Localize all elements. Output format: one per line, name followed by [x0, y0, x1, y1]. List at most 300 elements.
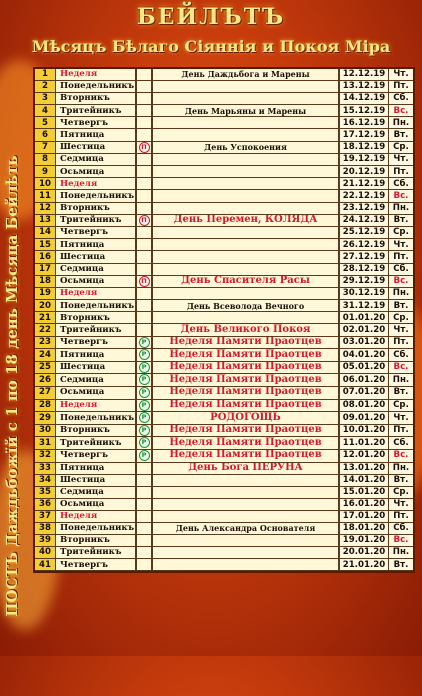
gregorian-date: 24.12.19	[339, 214, 389, 227]
weekday-abbrev: Пт.	[389, 424, 414, 437]
calendar-row	[35, 324, 413, 336]
weekday-abbrev: Ср.	[389, 399, 414, 412]
weekday-abbrev: Пт.	[389, 81, 414, 93]
weekday-abbrev: Пт.	[389, 510, 414, 522]
event-cell	[152, 559, 339, 571]
event-cell: День Великого Покоя	[152, 324, 339, 336]
gregorian-date: 16.01.20	[339, 498, 389, 510]
day-name: Неделя	[56, 69, 137, 81]
weekday-abbrev: Чт.	[389, 154, 414, 166]
gregorian-date: 11.01.20	[339, 437, 389, 450]
mark-cell	[136, 437, 152, 450]
weekday-abbrev: Чт.	[389, 69, 414, 81]
calendar-row	[35, 81, 413, 93]
weekday-abbrev: Вс.	[389, 449, 414, 462]
gregorian-date: 02.01.20	[339, 324, 389, 336]
post-badge-icon: П	[139, 142, 150, 153]
weekday-abbrev: Сб.	[389, 437, 414, 450]
day-name: Тритейникъ	[56, 437, 137, 450]
calendar-row	[35, 288, 413, 300]
day-number: 33	[35, 462, 56, 474]
remembrance-badge-icon: Р	[139, 412, 150, 423]
day-name: Неделя	[56, 178, 137, 190]
remembrance-badge-icon: Р	[139, 374, 150, 385]
calendar-body	[35, 69, 413, 571]
weekday-abbrev: Вс.	[389, 275, 414, 288]
event-cell: Неделя Памяти Праотцев	[152, 336, 339, 349]
gregorian-date: 29.12.19	[339, 275, 389, 288]
mark-cell	[136, 105, 152, 117]
event-cell: Неделя Памяти Праотцев	[152, 386, 339, 399]
weekday-abbrev: Пт.	[389, 166, 414, 178]
day-name: Вторникъ	[56, 424, 137, 437]
weekday-abbrev: Сб.	[389, 522, 414, 534]
weekday-abbrev: Пн.	[389, 117, 414, 129]
mark-cell	[136, 535, 152, 547]
page-title: БЕЙЛЪТЪ	[136, 4, 286, 30]
day-number: 38	[35, 522, 56, 534]
event-cell: Неделя Памяти Праотцев	[152, 361, 339, 374]
event-cell	[152, 117, 339, 129]
day-name: Седмица	[56, 374, 137, 387]
gregorian-date: 13.01.20	[339, 462, 389, 474]
calendar-row	[35, 105, 413, 117]
day-name: Четвергъ	[56, 559, 137, 571]
day-number: 39	[35, 535, 56, 547]
day-number: 37	[35, 510, 56, 522]
gregorian-date: 15.12.19	[339, 105, 389, 117]
event-cell: Неделя Памяти Праотцев	[152, 399, 339, 412]
gregorian-date: 14.12.19	[339, 93, 389, 105]
weekday-abbrev: Пн.	[389, 462, 414, 474]
calendar-row	[35, 449, 413, 462]
mark-cell	[136, 202, 152, 214]
day-number: 30	[35, 424, 56, 437]
day-number: 13	[35, 214, 56, 227]
day-name: Вторникъ	[56, 93, 137, 105]
day-number: 25	[35, 361, 56, 374]
mark-cell	[136, 263, 152, 275]
weekday-abbrev: Сб.	[389, 178, 414, 190]
gregorian-date: 20.01.20	[339, 547, 389, 559]
calendar-row	[35, 129, 413, 141]
event-cell: День Александра Основателя	[152, 522, 339, 534]
mark-cell	[136, 288, 152, 300]
day-name: Понедельникъ	[56, 300, 137, 312]
event-cell	[152, 510, 339, 522]
calendar-row	[35, 510, 413, 522]
day-number: 21	[35, 312, 56, 324]
remembrance-badge-icon: Р	[139, 349, 150, 360]
day-number: 10	[35, 178, 56, 190]
mark-cell	[136, 361, 152, 374]
weekday-abbrev: Вт.	[389, 474, 414, 486]
gregorian-date: 10.01.20	[339, 424, 389, 437]
gregorian-date: 12.01.20	[339, 449, 389, 462]
event-cell	[152, 239, 339, 251]
event-cell	[152, 93, 339, 105]
day-name: Неделя	[56, 510, 137, 522]
gregorian-date: 26.12.19	[339, 239, 389, 251]
gregorian-date: 28.12.19	[339, 263, 389, 275]
day-number: 7	[35, 141, 56, 154]
calendar-row	[35, 69, 413, 81]
mark-cell	[136, 93, 152, 105]
day-number: 23	[35, 336, 56, 349]
event-cell: Неделя Памяти Праотцев	[152, 449, 339, 462]
event-cell: День Перемен, КОЛЯДА	[152, 214, 339, 227]
calendar-row	[35, 374, 413, 387]
day-name: Четвергъ	[56, 449, 137, 462]
event-cell	[152, 227, 339, 239]
calendar-row	[35, 275, 413, 288]
gregorian-date: 15.01.20	[339, 486, 389, 498]
gregorian-date: 03.01.20	[339, 336, 389, 349]
event-cell	[152, 263, 339, 275]
day-number: 27	[35, 386, 56, 399]
weekday-abbrev: Чт.	[389, 498, 414, 510]
day-name: Понедельникъ	[56, 190, 137, 202]
event-cell	[152, 202, 339, 214]
gregorian-date: 12.12.19	[339, 69, 389, 81]
mark-cell	[136, 69, 152, 81]
event-cell: День Всеволода Вечного	[152, 300, 339, 312]
gregorian-date: 30.12.19	[339, 288, 389, 300]
event-cell	[152, 129, 339, 141]
weekday-abbrev: Ср.	[389, 486, 414, 498]
mark-cell	[136, 510, 152, 522]
mark-cell	[136, 522, 152, 534]
day-name: Седмица	[56, 486, 137, 498]
remembrance-badge-icon: Р	[139, 437, 150, 448]
gregorian-date: 27.12.19	[339, 251, 389, 263]
gregorian-date: 20.12.19	[339, 166, 389, 178]
day-number: 20	[35, 300, 56, 312]
day-number: 36	[35, 498, 56, 510]
event-cell	[152, 288, 339, 300]
gregorian-date: 13.12.19	[339, 81, 389, 93]
gregorian-date: 16.12.19	[339, 117, 389, 129]
event-cell	[152, 178, 339, 190]
day-number: 2	[35, 81, 56, 93]
calendar-row	[35, 474, 413, 486]
day-number: 8	[35, 154, 56, 166]
mark-cell	[136, 227, 152, 239]
mark-cell	[136, 251, 152, 263]
mark-cell	[136, 141, 152, 154]
remembrance-badge-icon: Р	[139, 400, 150, 411]
remembrance-badge-icon: Р	[139, 387, 150, 398]
mark-cell	[136, 129, 152, 141]
day-name: Четвергъ	[56, 227, 137, 239]
mark-cell	[136, 559, 152, 571]
mark-cell	[136, 117, 152, 129]
calendar-row	[35, 93, 413, 105]
day-name: Пятница	[56, 129, 137, 141]
calendar-row	[35, 412, 413, 425]
calendar-row	[35, 178, 413, 190]
post-badge-icon: П	[139, 215, 150, 226]
weekday-abbrev: Пн.	[389, 547, 414, 559]
weekday-abbrev: Вс.	[389, 361, 414, 374]
calendar-row	[35, 336, 413, 349]
calendar-row	[35, 227, 413, 239]
weekday-abbrev: Сб.	[389, 263, 414, 275]
weekday-abbrev: Вс.	[389, 190, 414, 202]
mark-cell	[136, 424, 152, 437]
day-number: 40	[35, 547, 56, 559]
weekday-abbrev: Вт.	[389, 300, 414, 312]
mark-cell	[136, 190, 152, 202]
event-cell: День Спасителя Расы	[152, 275, 339, 288]
day-name: Понедельникъ	[56, 412, 137, 425]
calendar-row	[35, 214, 413, 227]
event-cell: Неделя Памяти Праотцев	[152, 437, 339, 450]
calendar-row	[35, 535, 413, 547]
remembrance-badge-icon: Р	[139, 425, 150, 436]
weekday-abbrev: Пн.	[389, 288, 414, 300]
weekday-abbrev: Пт.	[389, 251, 414, 263]
calendar-row	[35, 300, 413, 312]
side-caption: ПОСТЪ Даждьбожїй с 1 по 18 день Мѣсяца Бейлѣть	[3, 155, 21, 617]
calendar-table	[35, 69, 413, 571]
calendar-row	[35, 424, 413, 437]
day-name: Пятница	[56, 239, 137, 251]
calendar-row	[35, 361, 413, 374]
day-number: 14	[35, 227, 56, 239]
gregorian-date: 18.12.19	[339, 141, 389, 154]
gregorian-date: 17.12.19	[339, 129, 389, 141]
mark-cell	[136, 474, 152, 486]
day-number: 19	[35, 288, 56, 300]
gregorian-date: 21.01.20	[339, 559, 389, 571]
day-number: 34	[35, 474, 56, 486]
calendar-row	[35, 399, 413, 412]
day-number: 17	[35, 263, 56, 275]
calendar-row	[35, 462, 413, 474]
day-number: 12	[35, 202, 56, 214]
remembrance-badge-icon: Р	[139, 362, 150, 373]
day-name: Неделя	[56, 288, 137, 300]
mark-cell	[136, 449, 152, 462]
calendar-row	[35, 349, 413, 362]
day-number: 35	[35, 486, 56, 498]
weekday-abbrev: Вт.	[389, 129, 414, 141]
calendar-row	[35, 498, 413, 510]
weekday-abbrev: Пт.	[389, 336, 414, 349]
weekday-abbrev: Ср.	[389, 312, 414, 324]
day-number: 24	[35, 349, 56, 362]
gregorian-date: 14.01.20	[339, 474, 389, 486]
gregorian-date: 19.01.20	[339, 535, 389, 547]
day-name: Осьмица	[56, 166, 137, 178]
mark-cell	[136, 239, 152, 251]
day-name: Осьмица	[56, 498, 137, 510]
gregorian-date: 08.01.20	[339, 399, 389, 412]
weekday-abbrev: Сб.	[389, 93, 414, 105]
day-number: 26	[35, 374, 56, 387]
gregorian-date: 21.12.19	[339, 178, 389, 190]
mark-cell	[136, 154, 152, 166]
day-number: 29	[35, 412, 56, 425]
day-name: Шестица	[56, 474, 137, 486]
weekday-abbrev: Чт.	[389, 324, 414, 336]
event-cell: Неделя Памяти Праотцев	[152, 374, 339, 387]
event-cell	[152, 486, 339, 498]
day-name: Шестица	[56, 361, 137, 374]
day-number: 16	[35, 251, 56, 263]
mark-cell	[136, 374, 152, 387]
day-number: 6	[35, 129, 56, 141]
day-name: Осьмица	[56, 386, 137, 399]
calendar-row	[35, 141, 413, 154]
event-cell	[152, 547, 339, 559]
gregorian-date: 06.01.20	[339, 374, 389, 387]
calendar-row	[35, 522, 413, 534]
mark-cell	[136, 349, 152, 362]
day-name: Тритейникъ	[56, 547, 137, 559]
page-subtitle: Мѣсяцъ Бѣлаго Сіяннія и Покоя Міра	[31, 37, 391, 56]
event-cell	[152, 154, 339, 166]
event-cell	[152, 251, 339, 263]
gregorian-date: 04.01.20	[339, 349, 389, 362]
weekday-abbrev: Чт.	[389, 239, 414, 251]
event-cell: РОДОГОЩЬ	[152, 412, 339, 425]
day-name: Четвергъ	[56, 336, 137, 349]
mark-cell	[136, 336, 152, 349]
mark-cell	[136, 178, 152, 190]
day-name: Осьмица	[56, 275, 137, 288]
day-name: Вторникъ	[56, 312, 137, 324]
event-cell	[152, 190, 339, 202]
calendar-row	[35, 154, 413, 166]
calendar-row	[35, 547, 413, 559]
gregorian-date: 05.01.20	[339, 361, 389, 374]
day-number: 5	[35, 117, 56, 129]
mark-cell	[136, 547, 152, 559]
event-cell	[152, 312, 339, 324]
gregorian-date: 31.12.19	[339, 300, 389, 312]
mark-cell	[136, 81, 152, 93]
weekday-abbrev: Сб.	[389, 349, 414, 362]
calendar-row	[35, 202, 413, 214]
weekday-abbrev: Ср.	[389, 141, 414, 154]
mark-cell	[136, 412, 152, 425]
calendar-row	[35, 559, 413, 571]
weekday-abbrev: Вт.	[389, 386, 414, 399]
calendar-row	[35, 386, 413, 399]
calendar-row	[35, 437, 413, 450]
mark-cell	[136, 324, 152, 336]
day-number: 15	[35, 239, 56, 251]
day-number: 32	[35, 449, 56, 462]
gregorian-date: 25.12.19	[339, 227, 389, 239]
event-cell	[152, 535, 339, 547]
gregorian-date: 23.12.19	[339, 202, 389, 214]
day-number: 1	[35, 69, 56, 81]
day-number: 18	[35, 275, 56, 288]
remembrance-badge-icon: Р	[139, 337, 150, 348]
day-name: Тритейникъ	[56, 324, 137, 336]
day-name: Вторникъ	[56, 202, 137, 214]
gregorian-date: 18.01.20	[339, 522, 389, 534]
day-number: 9	[35, 166, 56, 178]
mark-cell	[136, 312, 152, 324]
day-number: 31	[35, 437, 56, 450]
day-number: 11	[35, 190, 56, 202]
gregorian-date: 07.01.20	[339, 386, 389, 399]
mark-cell	[136, 166, 152, 178]
day-name: Вторникъ	[56, 535, 137, 547]
event-cell: Неделя Памяти Праотцев	[152, 424, 339, 437]
day-number: 28	[35, 399, 56, 412]
remembrance-badge-icon: Р	[139, 450, 150, 461]
event-cell: День Бога ПЕРУНА	[152, 462, 339, 474]
event-cell: День Даждьбога и Марены	[152, 69, 339, 81]
day-number: 41	[35, 559, 56, 571]
day-name: Тритейникъ	[56, 105, 137, 117]
weekday-abbrev: Пн.	[389, 202, 414, 214]
calendar-row	[35, 486, 413, 498]
day-name: Понедельникъ	[56, 522, 137, 534]
weekday-abbrev: Вс.	[389, 105, 414, 117]
day-name: Неделя	[56, 399, 137, 412]
day-number: 22	[35, 324, 56, 336]
mark-cell	[136, 275, 152, 288]
calendar-row	[35, 166, 413, 178]
mark-cell	[136, 399, 152, 412]
event-cell: Неделя Памяти Праотцев	[152, 349, 339, 362]
weekday-abbrev: Вс.	[389, 535, 414, 547]
calendar-row	[35, 312, 413, 324]
gregorian-date: 22.12.19	[339, 190, 389, 202]
calendar-row	[35, 263, 413, 275]
event-cell	[152, 81, 339, 93]
day-name: Седмица	[56, 154, 137, 166]
gregorian-date: 17.01.20	[339, 510, 389, 522]
mark-cell	[136, 486, 152, 498]
calendar-row	[35, 190, 413, 202]
calendar-row	[35, 239, 413, 251]
gregorian-date: 01.01.20	[339, 312, 389, 324]
day-name: Понедельникъ	[56, 81, 137, 93]
day-number: 4	[35, 105, 56, 117]
weekday-abbrev: Вт.	[389, 559, 414, 571]
day-name: Четвергъ	[56, 117, 137, 129]
day-name: Шестица	[56, 141, 137, 154]
mark-cell	[136, 300, 152, 312]
day-name: Седмица	[56, 263, 137, 275]
calendar-row	[35, 117, 413, 129]
day-name: Шестица	[56, 251, 137, 263]
event-cell: День Марьяны и Марены	[152, 105, 339, 117]
event-cell: День Успокоения	[152, 141, 339, 154]
mark-cell	[136, 462, 152, 474]
weekday-abbrev: Чт.	[389, 412, 414, 425]
day-number: 3	[35, 93, 56, 105]
mark-cell	[136, 214, 152, 227]
weekday-abbrev: Пн.	[389, 374, 414, 387]
gregorian-date: 19.12.19	[339, 154, 389, 166]
calendar-row	[35, 251, 413, 263]
day-name: Пятница	[56, 462, 137, 474]
day-name: Тритейникъ	[56, 214, 137, 227]
weekday-abbrev: Вт.	[389, 214, 414, 227]
day-name: Пятница	[56, 349, 137, 362]
event-cell	[152, 166, 339, 178]
mark-cell	[136, 386, 152, 399]
gregorian-date: 09.01.20	[339, 412, 389, 425]
